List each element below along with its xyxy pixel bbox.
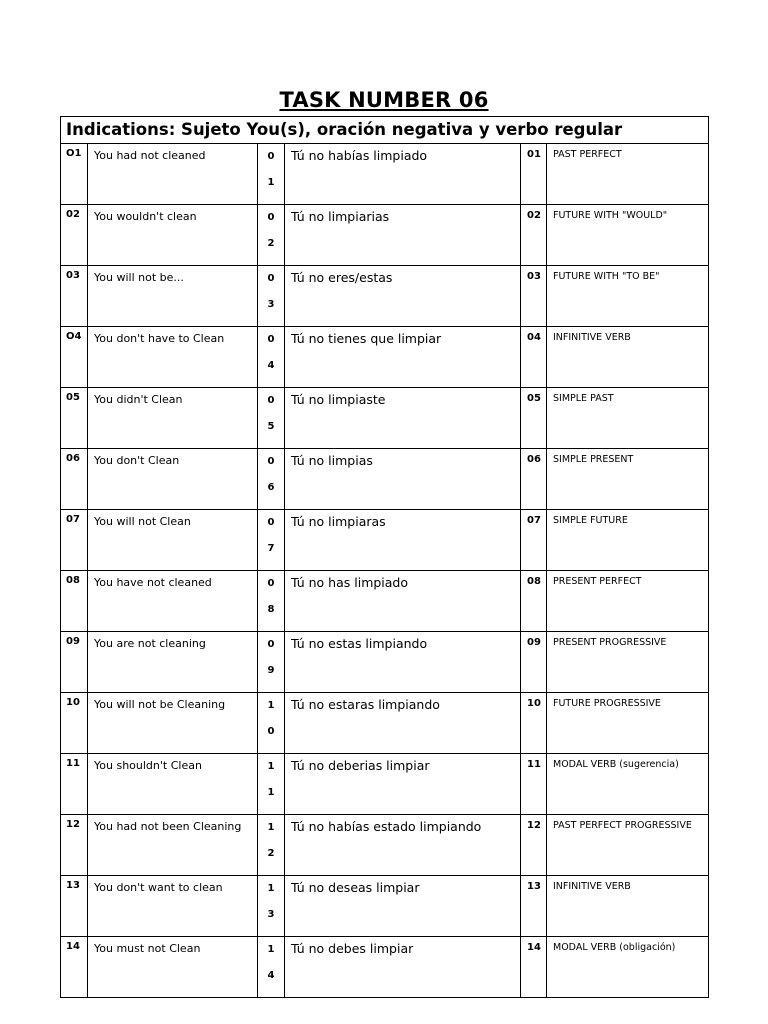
row-number-stacked	[258, 266, 285, 327]
english-sentence: You didn't Clean	[88, 388, 258, 449]
table-row	[61, 571, 709, 632]
english-sentence: You are not cleaning	[88, 632, 258, 693]
tense-number: 06	[521, 449, 547, 510]
row-number-stacked	[258, 693, 285, 754]
row-number-stacked	[258, 449, 285, 510]
tense-number: 02	[521, 205, 547, 266]
tense-number: 03	[521, 266, 547, 327]
row-number: O1	[61, 144, 88, 205]
tense-number: 04	[521, 327, 547, 388]
row-number: 07	[61, 510, 88, 571]
spanish-sentence: Tú no deseas limpiar	[285, 876, 521, 937]
english-sentence: You will not Clean	[88, 510, 258, 571]
row-number: 02	[61, 205, 88, 266]
spanish-sentence: Tú no limpiaste	[285, 388, 521, 449]
row-number-digit-1: 1	[267, 761, 275, 772]
row-number-stacked	[258, 815, 285, 876]
tense-name: MODAL VERB (sugerencia)	[547, 754, 709, 815]
task-table-body	[61, 117, 709, 998]
row-number-stacked	[258, 754, 285, 815]
tense-name: PRESENT PERFECT	[547, 571, 709, 632]
tense-number: 14	[521, 937, 547, 998]
row-number-digit-1: 1	[267, 883, 275, 894]
spanish-sentence: Tú no habías estado limpiando	[285, 815, 521, 876]
row-number-stacked	[258, 144, 285, 205]
spanish-sentence: Tú no tienes que limpiar	[285, 327, 521, 388]
tense-number: 10	[521, 693, 547, 754]
table-row	[61, 327, 709, 388]
tense-name: FUTURE WITH "WOULD"	[547, 205, 709, 266]
english-sentence: You will not be Cleaning	[88, 693, 258, 754]
table-row	[61, 510, 709, 571]
english-sentence: You had not cleaned	[88, 144, 258, 205]
row-number-stacked	[258, 205, 285, 266]
row-number-stacked	[258, 632, 285, 693]
row-number: 11	[61, 754, 88, 815]
english-sentence: You don't want to clean	[88, 876, 258, 937]
row-number: 14	[61, 937, 88, 998]
spanish-sentence: Tú no estas limpiando	[285, 632, 521, 693]
table-row	[61, 144, 709, 205]
tense-name: SIMPLE PRESENT	[547, 449, 709, 510]
table-row	[61, 693, 709, 754]
english-sentence: You don't Clean	[88, 449, 258, 510]
spanish-sentence: Tú no habías limpiado	[285, 144, 521, 205]
tense-number: 13	[521, 876, 547, 937]
table-row	[61, 815, 709, 876]
row-number: 09	[61, 632, 88, 693]
spanish-sentence: Tú no limpiaras	[285, 510, 521, 571]
english-sentence: You shouldn't Clean	[88, 754, 258, 815]
english-sentence: You had not been Cleaning	[88, 815, 258, 876]
table-row	[61, 937, 709, 998]
row-number-digit-1: 0	[267, 639, 275, 650]
indications-header: Indications: Sujeto You(s), oración negativa y verbo regular	[61, 117, 709, 144]
tense-name: INFINITIVE VERB	[547, 876, 709, 937]
tense-number: 12	[521, 815, 547, 876]
row-number-digit-1: 0	[267, 151, 275, 162]
row-number-digit-2: 9	[267, 665, 275, 676]
tense-number: 11	[521, 754, 547, 815]
spanish-sentence: Tú no limpiarias	[285, 205, 521, 266]
row-number-digit-2: 2	[267, 848, 275, 859]
task-table	[60, 116, 709, 998]
tense-name: MODAL VERB (obligación)	[547, 937, 709, 998]
row-number-digit-1: 0	[267, 395, 275, 406]
row-number-digit-1: 0	[267, 578, 275, 589]
tense-name: FUTURE WITH "TO BE"	[547, 266, 709, 327]
tense-name: SIMPLE FUTURE	[547, 510, 709, 571]
tense-number: 05	[521, 388, 547, 449]
english-sentence: You will not be...	[88, 266, 258, 327]
table-row	[61, 876, 709, 937]
row-number: 12	[61, 815, 88, 876]
row-number-stacked	[258, 937, 285, 998]
spanish-sentence: Tú no debes limpiar	[285, 937, 521, 998]
tense-number: 08	[521, 571, 547, 632]
row-number: 13	[61, 876, 88, 937]
table-row	[61, 388, 709, 449]
row-number-digit-2: 2	[267, 238, 275, 249]
row-number-digit-1: 0	[267, 456, 275, 467]
row-number-digit-1: 0	[267, 273, 275, 284]
row-number-stacked	[258, 327, 285, 388]
tense-name: SIMPLE PAST	[547, 388, 709, 449]
row-number-digit-2: 0	[267, 726, 275, 737]
row-number: O4	[61, 327, 88, 388]
spanish-sentence: Tú no has limpiado	[285, 571, 521, 632]
row-number-digit-2: 5	[267, 421, 275, 432]
row-number-digit-1: 1	[267, 822, 275, 833]
english-sentence: You have not cleaned	[88, 571, 258, 632]
row-number-stacked	[258, 388, 285, 449]
table-row	[61, 205, 709, 266]
english-sentence: You wouldn't clean	[88, 205, 258, 266]
row-number-digit-2: 8	[267, 604, 275, 615]
tense-name: PAST PERFECT	[547, 144, 709, 205]
row-number-digit-2: 3	[267, 909, 275, 920]
row-number-digit-1: 0	[267, 334, 275, 345]
tense-number: 01	[521, 144, 547, 205]
table-row	[61, 449, 709, 510]
row-number-stacked	[258, 571, 285, 632]
spanish-sentence: Tú no estaras limpiando	[285, 693, 521, 754]
row-number-digit-1: 0	[267, 212, 275, 223]
row-number: 06	[61, 449, 88, 510]
row-number-digit-2: 3	[267, 299, 275, 310]
row-number-digit-2: 4	[267, 360, 275, 371]
row-number: 10	[61, 693, 88, 754]
row-number-digit-2: 6	[267, 482, 275, 493]
table-row	[61, 632, 709, 693]
row-number-digit-2: 1	[267, 787, 275, 798]
tense-number: 07	[521, 510, 547, 571]
row-number-stacked	[258, 510, 285, 571]
row-number: 08	[61, 571, 88, 632]
row-number: 03	[61, 266, 88, 327]
tense-name: INFINITIVE VERB	[547, 327, 709, 388]
row-number-digit-2: 1	[267, 177, 275, 188]
table-row	[61, 754, 709, 815]
spanish-sentence: Tú no deberias limpiar	[285, 754, 521, 815]
row-number-digit-1: 1	[267, 700, 275, 711]
english-sentence: You must not Clean	[88, 937, 258, 998]
tense-name: FUTURE PROGRESSIVE	[547, 693, 709, 754]
row-number-digit-2: 4	[267, 970, 275, 981]
table-row	[61, 266, 709, 327]
row-number-digit-2: 7	[267, 543, 275, 554]
tense-name: PRESENT PROGRESSIVE	[547, 632, 709, 693]
spanish-sentence: Tú no eres/estas	[285, 266, 521, 327]
row-number: 05	[61, 388, 88, 449]
row-number-digit-1: 1	[267, 944, 275, 955]
tense-name: PAST PERFECT PROGRESSIVE	[547, 815, 709, 876]
page-title: TASK NUMBER 06	[279, 88, 489, 112]
english-sentence: You don't have to Clean	[88, 327, 258, 388]
tense-number: 09	[521, 632, 547, 693]
spanish-sentence: Tú no limpias	[285, 449, 521, 510]
row-number-digit-1: 0	[267, 517, 275, 528]
row-number-stacked	[258, 876, 285, 937]
